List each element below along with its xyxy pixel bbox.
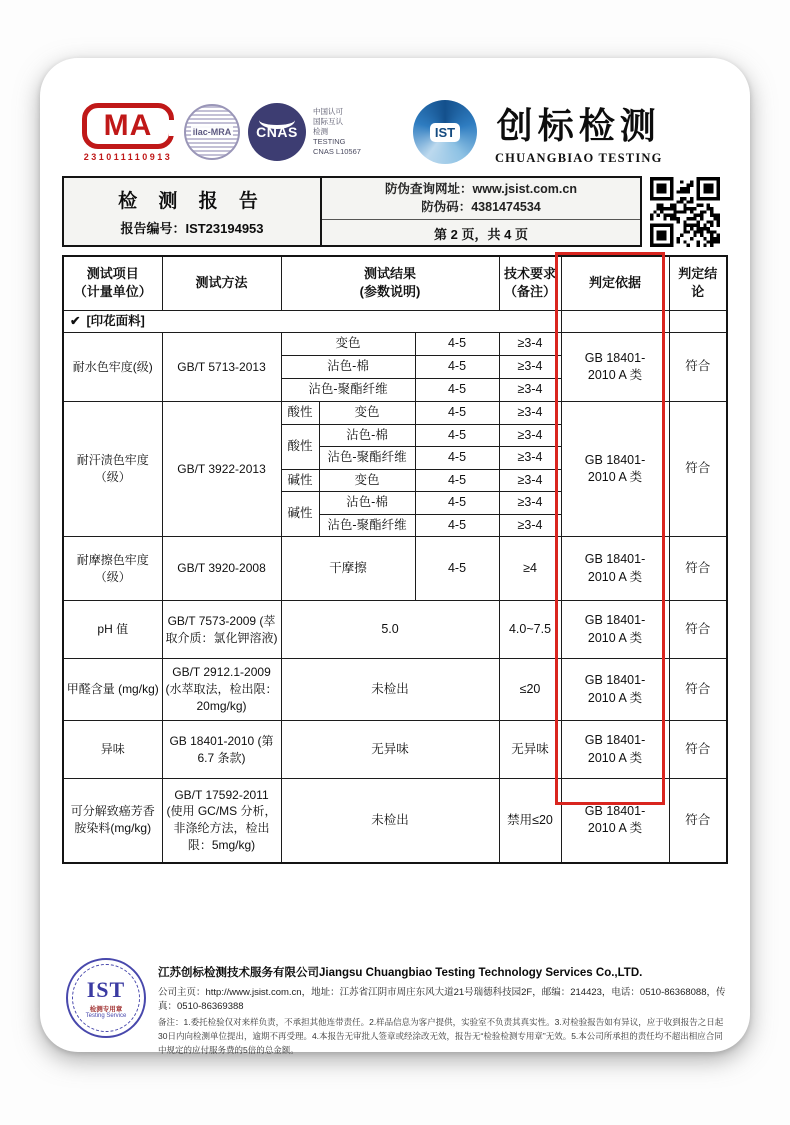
cell-sub-item: 沾色-聚酯纤维 [319, 514, 415, 537]
empty-cell [561, 310, 669, 333]
cell-sub-item: 干摩擦 [281, 537, 415, 601]
cell-result: 4-5 [415, 469, 499, 492]
cell-sub-item: 沾色-棉 [319, 492, 415, 515]
cell-sub-item: 变色 [319, 469, 415, 492]
sample-section-label [63, 310, 561, 333]
cell-result: 4-5 [415, 537, 499, 601]
company-contact-info: 公司主页：http://www.jsist.com.cn，地址：江苏省江阴市周庄东风大道21号瑞德科技园2F，邮编：214423，电话：0510-86368088，传真：0510-86369388 [158, 987, 726, 1012]
cnas-accreditation-text [313, 107, 361, 158]
cell-requirement: ≥3-4 [499, 424, 561, 447]
table-row [63, 659, 727, 721]
cell-test-method: GB/T 17592-2011 (使用 GC/MS 分析，非涤纶方法，检出限：5mg/kg) [162, 779, 281, 863]
cell-test-method: GB/T 7573-2009 (萃取介质：氯化钾溶液) [162, 601, 281, 659]
cell-requirement: ≥3-4 [499, 402, 561, 425]
cell-test-item: 耐汗渍色牢度（级） [63, 402, 162, 537]
antifake-block [322, 178, 640, 245]
company-name: 江苏创标检测技术服务有限公司Jiangsu Chuangbiao Testing Technology Services Co.,LTD. [158, 967, 643, 979]
cell-test-item: 可分解致癌芳香胺染料(mg/kg) [63, 779, 162, 863]
cell-test-method: GB 18401-2010 (第 6.7 条款) [162, 721, 281, 779]
table-row [63, 721, 727, 779]
cell-conclusion: 符合 [669, 779, 727, 863]
test-results-table [62, 255, 728, 864]
header-test-item [63, 256, 162, 310]
cell-basis: GB 18401-2010 A 类 [561, 779, 669, 863]
cell-test-item: 异味 [63, 721, 162, 779]
cell-sub-item: 沾色-聚酯纤维 [281, 379, 415, 402]
cell-requirement: ≥3-4 [499, 492, 561, 515]
cnas-label: CNAS [256, 124, 298, 140]
cell-test-item: 耐水色牢度(级) [63, 333, 162, 402]
cell-basis: GB 18401-2010 A 类 [561, 402, 669, 537]
section-row [63, 310, 727, 333]
cell-condition: 酸性 [281, 402, 319, 425]
cell-condition: 酸性 [281, 424, 319, 469]
cell-basis: GB 18401-2010 A 类 [561, 659, 669, 721]
check-icon: ✔ [70, 313, 81, 328]
ist-seal-inner [72, 964, 140, 1032]
cell-basis: GB 18401-2010 A 类 [561, 333, 669, 402]
cell-requirement: ≤20 [499, 659, 561, 721]
cma-logo [82, 103, 174, 162]
qr-code [650, 177, 720, 247]
report-title: 检 测 报 告 [118, 191, 266, 212]
empty-cell [669, 310, 727, 333]
cell-sub-item: 沾色-棉 [319, 424, 415, 447]
cell-result: 4-5 [415, 514, 499, 537]
header-judge-conclusion: 判定结论 [669, 256, 727, 310]
cell-requirement: 无异味 [499, 721, 561, 779]
cell-basis: GB 18401-2010 A 类 [561, 601, 669, 659]
cnas-side-line: 检测 [313, 126, 328, 136]
table-header-row [63, 256, 727, 310]
cell-requirement: ≥4 [499, 537, 561, 601]
table-row [63, 601, 727, 659]
company-brand-cn: 创标检测 [496, 105, 661, 146]
cell-sub-item: 沾色-棉 [281, 356, 415, 379]
cell-test-method: GB/T 3922-2013 [162, 402, 281, 537]
cell-sub-item: 变色 [281, 333, 415, 356]
cell-condition: 碱性 [281, 469, 319, 492]
report-title-block [64, 178, 322, 245]
seal-sub-en: Testing Service [85, 1013, 127, 1019]
ilac-mra-label: ilac-MRA [192, 127, 232, 137]
header-judge-basis: 判定依据 [561, 256, 669, 310]
company-brand [495, 98, 663, 166]
table-row [63, 402, 727, 425]
cell-requirement: ≥3-4 [499, 469, 561, 492]
results-table-area [62, 255, 728, 864]
header-line: （计量单位） [73, 284, 152, 300]
cell-sub-item: 变色 [319, 402, 415, 425]
cell-result: 4-5 [415, 424, 499, 447]
cell-result: 4-5 [415, 402, 499, 425]
page-indicator: 第 2 页，共 4 页 [322, 219, 640, 243]
cell-result: 4-5 [415, 356, 499, 379]
cell-result: 4-5 [415, 379, 499, 402]
header-line: (参数说明) [359, 284, 421, 300]
cell-requirement: 禁用≤20 [499, 779, 561, 863]
report-page [40, 58, 750, 1056]
cnas-icon [248, 103, 306, 161]
cell-basis: GB 18401-2010 A 类 [561, 721, 669, 779]
cma-mark-icon [82, 103, 174, 149]
cell-test-method: GB/T 2912.1-2009 (水萃取法，检出限：20mg/kg) [162, 659, 281, 721]
sample-name: [印花面料] [86, 313, 145, 328]
cnas-side-line: 中国认可 [313, 106, 343, 116]
cell-conclusion: 符合 [669, 333, 727, 402]
cell-condition: 碱性 [281, 492, 319, 537]
cnas-side-line: CNAS L10567 [313, 147, 361, 157]
cma-certificate-number: 231011110913 [83, 151, 173, 162]
cell-result: 4-5 [415, 447, 499, 470]
cell-conclusion: 符合 [669, 601, 727, 659]
header-logos [82, 98, 712, 166]
report-info-bar [62, 176, 728, 247]
cell-requirement: 4.0~7.5 [499, 601, 561, 659]
header-test-method: 测试方法 [162, 256, 281, 310]
header-test-result [281, 256, 499, 310]
seal-sub-cn: 检测专用章 [89, 1006, 123, 1013]
cell-test-item: 甲醛含量 (mg/kg) [63, 659, 162, 721]
cell-basis: GB 18401-2010 A 类 [561, 537, 669, 601]
cell-test-method: GB/T 5713-2013 [162, 333, 281, 402]
cell-requirement: ≥3-4 [499, 379, 561, 402]
seal-label: IST [86, 977, 126, 1002]
ilac-mra-icon [184, 104, 240, 160]
cma-letters: MA [103, 108, 153, 142]
cell-result: 4-5 [415, 333, 499, 356]
header-line: （备注） [504, 284, 557, 300]
antifake-code: 防伪码：4381474534 [421, 200, 541, 214]
table-row [63, 779, 727, 863]
cell-test-item: 耐摩擦色牢度（级） [63, 537, 162, 601]
report-footer [66, 958, 726, 1057]
footer-text-block [158, 958, 726, 1057]
cnas-side-line: TESTING [313, 137, 346, 147]
ist-logo-icon [413, 100, 477, 164]
cell-test-method: GB/T 3920-2008 [162, 537, 281, 601]
cell-requirement: ≥3-4 [499, 333, 561, 356]
header-tech-requirement [499, 256, 561, 310]
cell-sub-item: 沾色-聚酯纤维 [319, 447, 415, 470]
antifake-url: 防伪查询网址：www.jsist.com.cn [385, 181, 577, 196]
ist-logo-label: IST [430, 123, 460, 142]
report-number: 报告编号：IST23194953 [120, 221, 264, 236]
cell-conclusion: 符合 [669, 537, 727, 601]
cell-result: 4-5 [415, 492, 499, 515]
header-line: 技术要求 [504, 266, 557, 282]
company-brand-en: CHUANGBIAO TESTING [494, 151, 663, 165]
table-row [63, 333, 727, 356]
cell-result: 5.0 [281, 601, 499, 659]
cell-conclusion: 符合 [669, 402, 727, 537]
cell-result: 未检出 [281, 659, 499, 721]
cell-result: 未检出 [281, 779, 499, 863]
ist-seal-icon [66, 958, 146, 1038]
header-line: 测试结果 [364, 266, 417, 282]
header-line: 测试项目 [86, 266, 139, 282]
cell-result: 无异味 [281, 721, 499, 779]
cell-conclusion: 符合 [669, 659, 727, 721]
cell-test-item: pH 值 [63, 601, 162, 659]
cell-requirement: ≥3-4 [499, 447, 561, 470]
cell-requirement: ≥3-4 [499, 514, 561, 537]
table-row [63, 537, 727, 601]
report-info-box [62, 176, 642, 247]
report-notes: 备注：1.委托检验仅对来样负责，不承担其他连带责任。2.样品信息为客户提供，实验室不负责其真实性。3.对检验报告如有异议，应于收到报告之日起30日内向检测单位提出，逾期不再受理。4.本报告无审批人签章或经涂改无效，报告无“检验检测专用章”无效。5.本公司所承担的责任均不超出相应合同中规定的应付服务费的5倍的总金额。 [158, 1017, 724, 1056]
cell-requirement: ≥3-4 [499, 356, 561, 379]
cell-conclusion: 符合 [669, 721, 727, 779]
cnas-side-line: 国际互认 [313, 116, 343, 126]
